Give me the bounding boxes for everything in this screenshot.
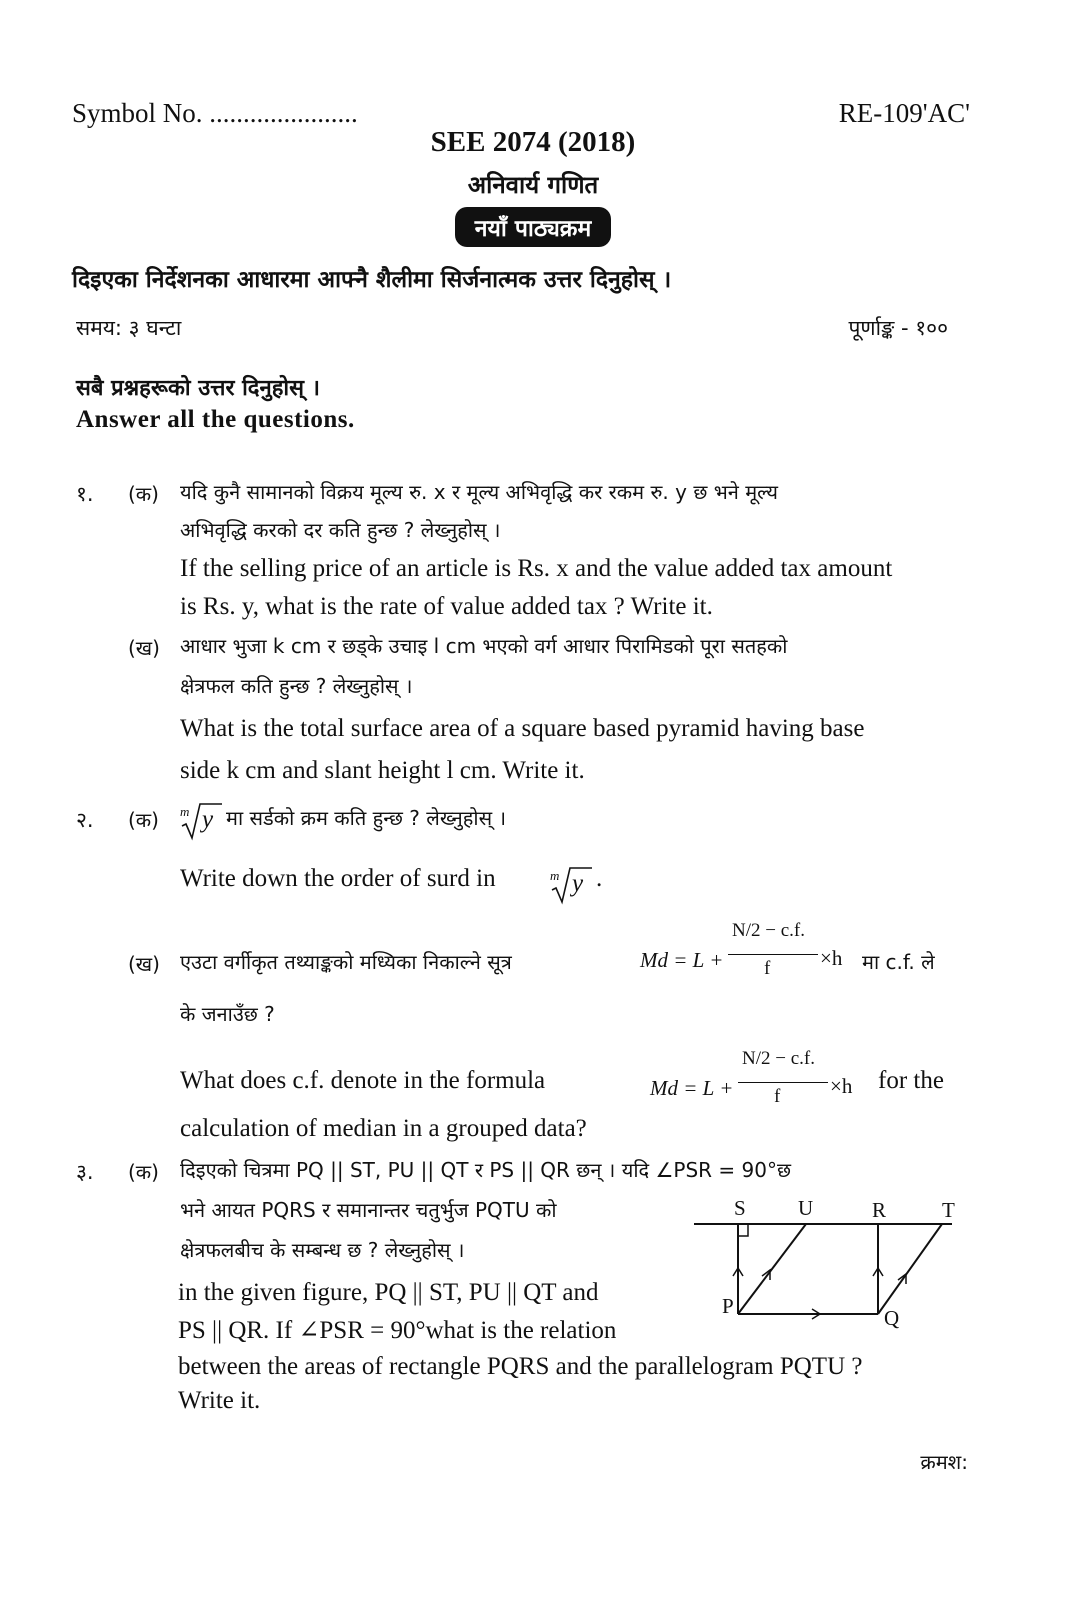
- question-3a-label: (क): [128, 1160, 159, 1184]
- question-1b-nepali-line2: क्षेत्रफल कति हुन्छ ? लेख्नुहोस् ।: [180, 674, 413, 698]
- formula-tail: ×h: [820, 946, 843, 970]
- question-1a-english-line2: is Rs. y, what is the rate of value added tax ? Write it.: [180, 593, 713, 620]
- subject-title: अनिवार्य गणित: [467, 171, 599, 199]
- median-formula-nepali: [640, 916, 856, 988]
- surd-index: m: [180, 804, 190, 819]
- question-1a-label: (क): [128, 482, 159, 506]
- question-2a-english-end: .: [596, 865, 603, 892]
- question-3a-nepali-line1: दिइएको चित्रमा PQ || ST, PU || QT र PS || QR छन् । यदि ∠PSR = 90°छ: [180, 1158, 791, 1182]
- question-3a-english-line4: Write it.: [178, 1387, 261, 1414]
- full-marks: पूर्णाङ्क - १००: [848, 316, 948, 340]
- surd-root-english: [548, 862, 592, 906]
- answer-all-english: Answer all the questions.: [76, 406, 355, 433]
- formula-lhs: Md = L +: [650, 1076, 734, 1100]
- figure-label-r: R: [872, 1198, 887, 1222]
- figure-label-s: S: [734, 1196, 746, 1220]
- curriculum-badge-wrap: [0, 207, 1066, 247]
- surd-root-nepali: [178, 798, 222, 842]
- question-3a-english-line3: between the areas of rectangle PQRS and the parallelogram PQTU ?: [178, 1353, 863, 1380]
- question-2a-nepali: मा सर्डको क्रम कति हुन्छ ? लेख्नुहोस् ।: [226, 806, 507, 830]
- surd-radicand: y: [202, 806, 214, 833]
- question-1a-english-line1: If the selling price of an article is Rs. x and the value added tax amount: [180, 555, 893, 582]
- question-1-number: १.: [76, 482, 94, 506]
- question-2b-english-line2: calculation of median in a grouped data?: [180, 1115, 587, 1142]
- geometry-figure: [688, 1194, 978, 1338]
- formula-fraction-bar: [738, 1082, 828, 1083]
- formula-tail: ×h: [830, 1074, 853, 1098]
- question-2b-nepali-suffix: मा c.f. ले: [862, 950, 935, 974]
- figure-label-u: U: [798, 1196, 814, 1220]
- question-1b-english-line1: What is the total surface area of a square based pyramid having base: [180, 715, 865, 742]
- figure-label-p: P: [722, 1294, 734, 1318]
- question-2-number: २.: [76, 808, 94, 832]
- question-3a-nepali-line2: भने आयत PQRS र समानान्तर चतुर्भुज PQTU को: [180, 1198, 557, 1222]
- question-2a-label: (क): [128, 808, 159, 832]
- symbol-number: Symbol No. ......................: [72, 98, 358, 128]
- exam-title: SEE 2074 (2018): [430, 126, 636, 158]
- question-3-number: ३.: [76, 1160, 94, 1184]
- curriculum-badge: नयाँ पाठ्यक्रम: [455, 207, 611, 247]
- question-1a-nepali-line1: यदि कुनै सामानको विक्रय मूल्य रु. x र मूल्य अभिवृद्धि कर रकम रु. y छ भने मूल्य: [180, 480, 778, 504]
- time-allowed: समय: ३ घन्टा: [76, 316, 182, 340]
- question-3a-english-line2: PS || QR. If ∠PSR = 90°what is the relation: [178, 1317, 617, 1344]
- question-1a-nepali-line2: अभिवृद्धि करको दर कति हुन्छ ? लेख्नुहोस् ।: [180, 518, 501, 542]
- question-3a-english-line1: in the given figure, PQ || ST, PU || QT and: [178, 1279, 599, 1306]
- formula-numerator: N/2 − c.f.: [732, 920, 805, 941]
- median-formula-english: [650, 1046, 866, 1118]
- formula-lhs: Md = L +: [640, 948, 724, 972]
- question-2b-label: (ख): [128, 952, 160, 976]
- formula-denominator: f: [774, 1086, 781, 1107]
- question-1b-english-line2: side k cm and slant height l cm. Write it.: [180, 757, 585, 784]
- figure-label-q: Q: [884, 1306, 900, 1330]
- question-2b-english-suffix: for the: [878, 1067, 944, 1094]
- surd-index: m: [550, 868, 560, 883]
- question-2b-nepali-line2: के जनाउँछ ?: [180, 1002, 275, 1026]
- question-1b-label: (ख): [128, 636, 160, 660]
- formula-numerator: N/2 − c.f.: [742, 1048, 815, 1069]
- question-1b-nepali-line1: आधार भुजा k cm र छड्के उचाइ l cm भएको वर्ग आधार पिरामिडको पूरा सतहको: [180, 634, 788, 658]
- question-3a-nepali-line3: क्षेत्रफलबीच के सम्बन्ध छ ? लेख्नुहोस् ।: [180, 1238, 465, 1262]
- formula-fraction-bar: [728, 954, 818, 955]
- formula-denominator: f: [764, 958, 771, 979]
- answer-all-nepali: सबै प्रश्नहरूको उत्तर दिनुहोस् ।: [76, 376, 320, 401]
- question-2a-english: Write down the order of surd in: [180, 865, 496, 892]
- continued-note: क्रमश:: [920, 1450, 968, 1474]
- figure-label-t: T: [942, 1198, 955, 1222]
- paper-code: RE-109'AC': [838, 98, 970, 128]
- question-2b-english-prefix: What does c.f. denote in the formula: [180, 1067, 546, 1094]
- question-2b-nepali-prefix: एउटा वर्गीकृत तथ्याङ्कको मध्यिका निकाल्ने सूत्र: [180, 950, 512, 974]
- instruction: दिइएका निर्देशनका आधारमा आफ्नै शैलीमा सिर्जनात्मक उत्तर दिनुहोस् ।: [72, 267, 672, 293]
- surd-radicand: y: [572, 870, 584, 897]
